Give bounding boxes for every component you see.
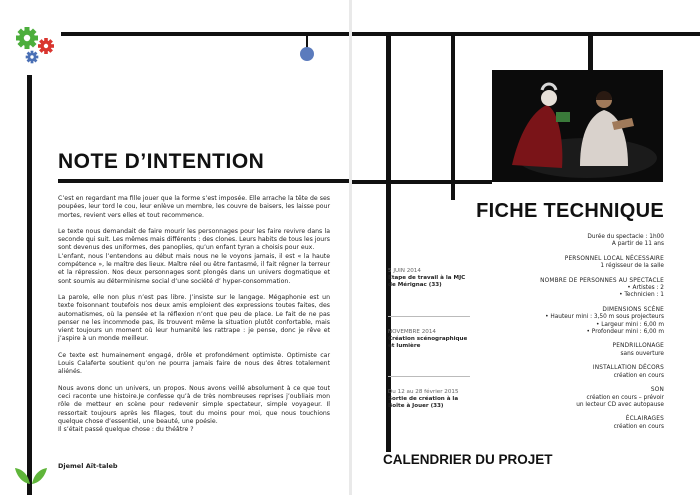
spec-line: un lecteur CD avec autopause — [576, 401, 664, 408]
paragraph: L’enfant, nous l’entendons au début mais nous ne le voyons jamais, il est « la haute compétence », le maître des lieux. Maître réel ou être fantasmé, il fait régner la terreur et la répression. Nos deux personnages sont plongés dans un univers dogmatique et sont soumis au déterminisme social d’une société d’ hyper-consommation. — [58, 252, 330, 285]
vertical-rule-photo — [588, 32, 593, 70]
calendar-entry — [388, 268, 488, 290]
spec-line: • Hauteur mini : 3,50 m sous projecteurs — [545, 314, 664, 321]
spec-heading: DIMENSIONS SCÈNE — [602, 306, 664, 313]
paragraph: Le texte nous demandait de faire mourir les personnages pour les faire revivre dans la seconde qui suit. Les mêmes mais différents : des clones. Leurs habits de tous les jours sont devenus des uniformes, des panoplies, qu’un enfant tyran a choisis pour eux. — [58, 227, 330, 252]
calendar-separator — [388, 316, 470, 317]
fiche-technique-title: FICHE TECHNIQUE — [476, 200, 664, 222]
spec-item — [504, 416, 664, 431]
paragraph: La parole, elle non plus n’est pas libre. J’insiste sur le langage. Mégaphonie est un texte foisonnant toutefois nos deux amis emploient des expressions toutes faites, des automatismes, où la pensée et la réflexion n’ont que peu de place. Le fait de ne pas penser ne les incommode pas, ils trouvent même la situation plutôt confortable, mais vient toujours un moment où leur humanité les rattrape : je pense, donc je rêve et j’aspire à un monde meilleur. — [58, 293, 330, 343]
spec-line: • Technicien : 1 — [619, 292, 664, 299]
spec-item — [504, 365, 664, 380]
spec-heading: SON — [650, 387, 664, 394]
actors-photo-illustration — [492, 70, 663, 182]
calendar-date: Du 12 au 28 février 2015 — [388, 389, 459, 395]
vertical-rule-left — [27, 75, 32, 495]
fiche-rule — [352, 180, 492, 184]
spec-line: sans ouverture — [620, 350, 664, 357]
vertical-rule-spec — [451, 32, 455, 200]
title-rule — [58, 179, 349, 183]
calendar-entry — [388, 389, 488, 411]
spec-heading: INSTALLATION DÉCORS — [592, 365, 664, 372]
calendar-entry — [388, 329, 488, 351]
calendar-event: Création scénographique et lumière — [388, 336, 468, 350]
spec-list — [504, 234, 664, 438]
pendant-dot — [300, 47, 314, 61]
signature: Djemel Aït-taleb — [58, 462, 118, 470]
spec-item — [504, 278, 664, 300]
spec-item — [504, 234, 664, 249]
stage-photo — [492, 70, 663, 182]
spec-item — [504, 343, 664, 358]
spec-item — [504, 387, 664, 409]
spec-item — [504, 256, 664, 271]
calendar-date: 5 JUIN 2014 — [388, 268, 421, 274]
left-page — [0, 0, 349, 495]
paragraph: Nous avons donc un univers, un propos. Nous avons veillé absolument à ce que tout ceci raconte une histoire.Je confesse qu’à de très nombreuses reprises j’oubliais mon rôle de metteur en scène pour redevenir simple spectateur, simple voyageur. Il ressortait toujours après les filages, tout du moins pour moi, que nous touchions quelque chose d’essentiel, une beauté, une poésie. Il s’était passé quelque chose : du théâtre ? — [58, 384, 330, 434]
paragraph: Ce texte est humainement engagé, drôle et profondément optimiste. Optimiste car Louis Calaferte soutient qu’on ne pourra jamais faire de nous des êtres totalement aliénés. — [58, 351, 330, 376]
spec-heading: ÉCLAIRAGES — [625, 416, 664, 423]
spec-line: création en cours — [613, 423, 664, 430]
spec-heading: NOMBRE DE PERSONNES AU SPECTACLE — [540, 277, 664, 284]
spec-line: Durée du spectacle : 1h00 — [587, 234, 664, 240]
calendrier-title: CALENDRIER DU PROJET — [383, 452, 553, 467]
gear-cluster-icon — [13, 24, 59, 66]
spec-line: création en cours – prévoir — [586, 394, 664, 401]
spec-line: A partir de 11 ans — [611, 241, 664, 248]
pendant-stem — [306, 32, 308, 48]
calendar-separator — [388, 376, 470, 377]
paragraph: C’est en regardant ma fille jouer que la forme s’est imposée. Elle arrache la tête de ses poupées, leur tord le cou, leur enlève un membre, les couvre de baisers, les laisse pour mortes, revient vers elles et tout recommence. — [58, 195, 330, 219]
spec-heading: PENDRILLONAGE — [612, 343, 664, 350]
intention-text — [58, 195, 330, 442]
calendar-date: NOVEMBRE 2014 — [388, 329, 436, 335]
calendar-event: Sortie de création à la Boîte à Jouer (33) — [388, 396, 459, 410]
spec-line: • Artistes : 2 — [627, 285, 664, 292]
spec-heading: PERSONNEL LOCAL NÉCESSAIRE — [564, 255, 664, 262]
spec-line: • Largeur mini : 6,00 m — [595, 321, 664, 328]
spec-line: 1 régisseur de la salle — [600, 263, 664, 270]
spec-line: • Profondeur mini : 6,00 m — [586, 329, 664, 336]
leaf-icon — [14, 463, 48, 485]
calendar-event: Étape de travail à la MJC de Mérignac (33) — [388, 275, 466, 289]
page-title: NOTE D’INTENTION — [58, 150, 265, 173]
top-rule-right — [352, 32, 700, 36]
spec-item — [504, 307, 664, 337]
spec-line: création en cours — [613, 372, 664, 379]
